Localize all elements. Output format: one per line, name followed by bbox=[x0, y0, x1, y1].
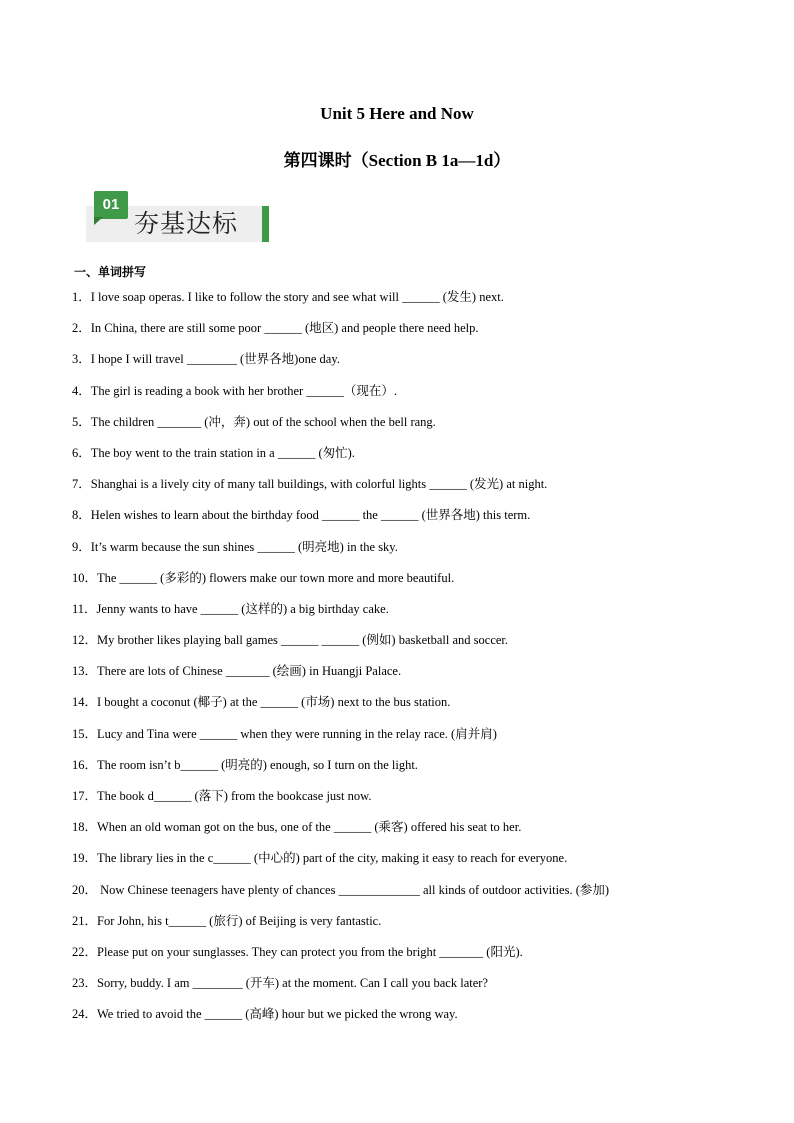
question-item: 10．The ______ (多彩的) flowers make our town more and more beautiful. bbox=[72, 570, 455, 585]
question-item: 23．Sorry, buddy. I am ________ (开车) at the moment. Can I call you back later? bbox=[72, 976, 488, 991]
question-item: 14．I bought a coconut (椰子) at the ______ (市场) next to the bus station. bbox=[72, 695, 451, 710]
question-item: 18．When an old woman got on the bus, one of the ______ (乘客) offered his seat to her. bbox=[72, 820, 522, 835]
question-item: 1．I love soap operas. I like to follow the story and see what will ______ (发生) next. bbox=[72, 290, 504, 304]
question-item: 11．Jenny wants to have ______ (这样的) a big birthday cake. bbox=[72, 601, 389, 616]
question-item: 13．There are lots of Chinese _______ (绘画) in Huangji Palace. bbox=[72, 664, 402, 679]
lesson-subtitle: 第四课时（Section B 1a—1d） bbox=[283, 151, 511, 170]
question-item: 12．My brother likes playing ball games ______ ______ (例如) basketball and soccer. bbox=[72, 633, 509, 648]
banner-label: 夯基达标 bbox=[134, 209, 239, 238]
question-item: 19．The library lies in the c______ (中心的) part of the city, making it easy to reach for everyone. bbox=[72, 851, 568, 866]
question-item: 15．Lucy and Tina were ______ when they were running in the relay race. (肩并肩) bbox=[72, 726, 497, 741]
unit-title: Unit 5 Here and Now bbox=[320, 104, 474, 123]
question-list bbox=[72, 288, 752, 1037]
banner-number-badge: 01 bbox=[94, 191, 128, 219]
question-item: 16．The room isn’t b______ (明亮的) enough, so I turn on the light. bbox=[72, 757, 418, 772]
question-item: 5．The children _______ (冲，奔) out of the school when the bell rang. bbox=[72, 414, 436, 429]
section-heading: 一、单词拼写 bbox=[74, 265, 147, 279]
question-item: 3．I hope I will travel ________ (世界各地)one day. bbox=[72, 352, 340, 367]
question-item: 4．The girl is reading a book with her brother ______（现在）. bbox=[72, 383, 397, 398]
question-item: 8．Helen wishes to learn about the birthday food ______ the ______ (世界各地) this term. bbox=[72, 508, 531, 523]
question-item: 7．Shanghai is a lively city of many tall buildings, with colorful lights ______ (发光) at night. bbox=[72, 477, 548, 492]
banner-accent-bar bbox=[262, 206, 269, 242]
question-item: 6．The boy went to the train station in a ______ (匆忙). bbox=[72, 445, 355, 460]
question-item: 22．Please put on your sunglasses. They can protect you from the bright _______ (阳光). bbox=[72, 944, 523, 959]
question-item: 17．The book d______ (落下) from the bookcase just now. bbox=[72, 789, 372, 803]
question-item: 21．For John, his t______ (旅行) of Beijing is very fantastic. bbox=[72, 913, 382, 928]
question-item: 20． Now Chinese teenagers have plenty of chances _____________ all kinds of outdoor activities. (参加) bbox=[72, 882, 610, 897]
question-item: 9．It’s warm because the sun shines ______ (明亮地) in the sky. bbox=[72, 539, 398, 554]
section-banner bbox=[84, 191, 274, 245]
question-item: 24．We tried to avoid the ______ (高峰) hour but we picked the wrong way. bbox=[72, 1007, 458, 1022]
badge-tail-icon bbox=[94, 217, 103, 225]
question-item: 2．In China, there are still some poor ______ (地区) and people there need help. bbox=[72, 321, 479, 336]
